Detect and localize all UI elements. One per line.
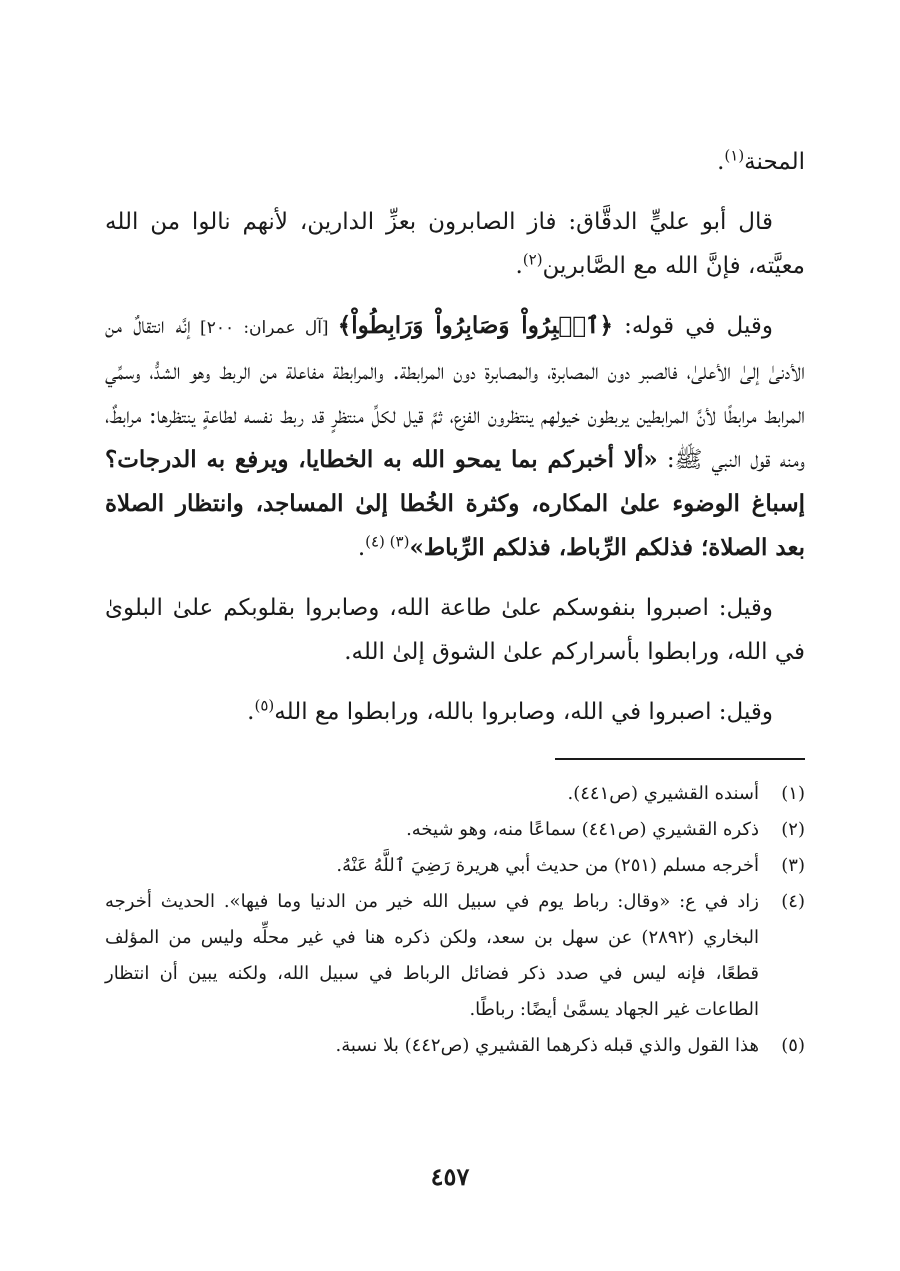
footnote-ref-5: (٥) [254,696,275,715]
hadith-text: «ألا أخبركم بما يمحو الله به الخطايا، ويرفع به الدرجات؟ إسباغ الوضوء علىٰ المكاره، وكثرة الخُطا إلىٰ المساجد، وانتظار الصلاة بعد الصلاة؛ فذلكم الرِّباط، فذلكم الرِّباط» [105,446,805,561]
page-number: ٤٥٧ [430,1162,470,1191]
footnote-text: أسنده القشيري (ص٤٤١). [567,783,759,804]
paragraph-4 [105,586,805,674]
paragraph-5 [105,690,805,734]
paragraph-5-text: وقيل: اصبروا في الله، وصابروا بالله، ورابطوا مع الله [274,699,773,725]
footnotes [105,776,805,1064]
paragraph-2-end: . [515,253,523,279]
footnote-3 [105,848,805,884]
footnote-text: زاد في ع: «وقال: رباط يوم في سبيل الله خير من الدنيا وما فيها». الحديث أخرجه البخاري (٢٨٩٢) عن سهل بن سعد، ولكن ذكره هنا في غير محلِّه وليس من المؤلف قطعًا، فإنه ليس في صدد ذكر فضائل الرباط في سبيل الله، ولكنه يبين أن انتظار الطاعات غير الجهاد يسمَّىٰ أيضًا: رباطًا. [105,891,759,1020]
footnote-ref-1: (١) [724,146,745,165]
paragraph-2 [105,200,805,288]
footnote-ref-2: (٢) [522,250,543,269]
footnote-divider [555,758,805,760]
footnote-1 [105,776,805,812]
main-text [105,140,805,734]
footnote-text: أخرجه مسلم (٢٥١) من حديث أبي هريرة رَضِيَ ٱللَّهُ عَنْهُ. [336,855,759,876]
paragraph-2-text: قال أبو عليٍّ الدقَّاق: فاز الصابرون بعزِّ الدارين، لأنهم نالوا من الله معيَّته، فإنَّ الله مع الصَّابرين [105,209,805,279]
footnote-5 [105,1028,805,1064]
footnote-text: هذا القول والذي قبله ذكرهما القشيري (ص٤٤٢) بلا نسبة. [335,1035,759,1056]
footnote-number: (٢) [781,819,805,840]
paragraph-3-intro: وقيل في قوله: [613,313,773,339]
paragraph-1-text: المحنة [744,149,805,175]
footnote-4 [105,884,805,1028]
paragraph-3-body: إنَّه انتقالٌ من الأدنىٰ إلىٰ الأعلىٰ، فالصبر دون المصابرة، والمصابرة دون المرابطة. والمرابطة مفاعلة من الربط وهو الشدُّ، وسمِّي المرابط مرابطًا لأنَّ المرابطين يربطون خيولهم ينتظرون الفزع، ثمَّ قيل لكلِّ منتظرٍ قد ربط نفسه لطاعةٍ ينتظرها: مرابطٌ، ومنه قول النبي ﷺ: [105,313,805,473]
paragraph-1-end: . [717,149,725,175]
footnote-ref-3-4: (٣) (٤) [365,532,410,551]
page-body [105,140,805,1064]
paragraph-5-end: . [247,699,255,725]
footnote-number: (١) [781,783,805,804]
quran-verse: ﴿ٱصۡبِرُواْ وَصَابِرُواْ وَرَابِطُواْ﴾ [337,312,613,339]
paragraph-3-end: . [357,535,366,561]
verse-reference: [آل عمران: ٢٠٠] [190,318,338,338]
paragraph-3 [105,304,805,570]
footnote-2 [105,812,805,848]
paragraph-4-text: وقيل: اصبروا بنفوسكم علىٰ طاعة الله، وصابروا بقلوبكم علىٰ البلوىٰ في الله، ورابطوا بأسراركم علىٰ الشوق إلىٰ الله. [105,595,805,665]
footnote-text: ذكره القشيري (ص٤٤١) سماعًا منه، وهو شيخه. [406,819,759,840]
footnote-number: (٤) [781,891,805,912]
paragraph-1 [105,140,805,184]
footnote-number: (٣) [781,855,805,876]
footnote-number: (٥) [781,1035,805,1056]
